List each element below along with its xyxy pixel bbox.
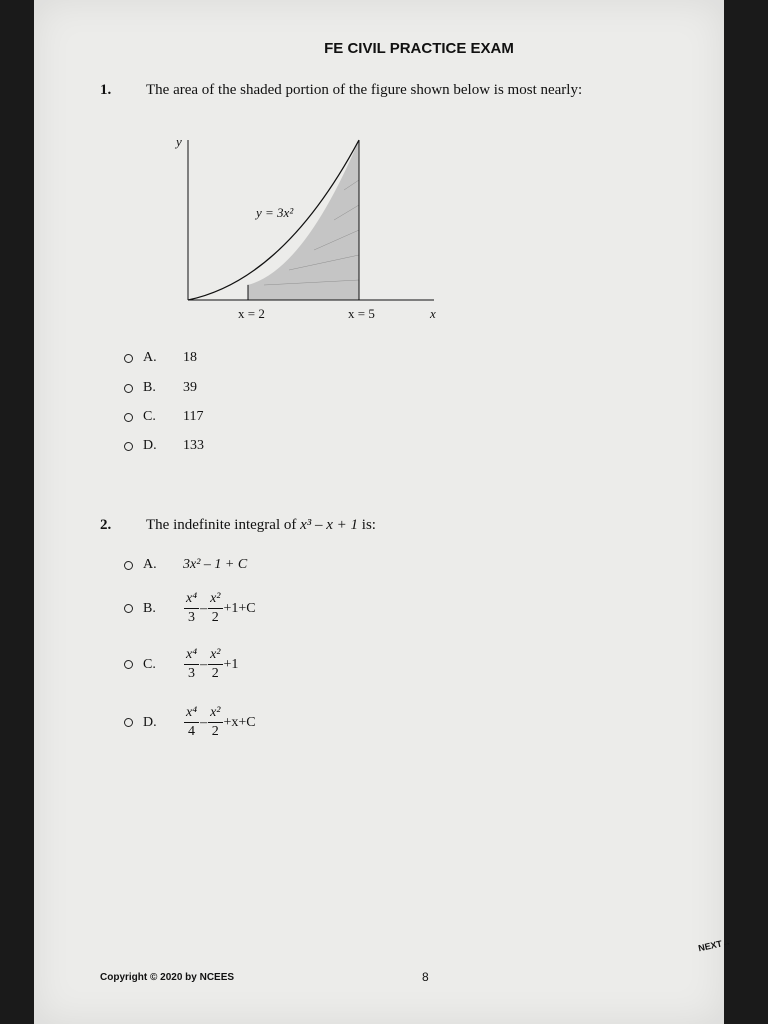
x-axis-label: x bbox=[430, 306, 436, 321]
page-number: 8 bbox=[422, 970, 429, 984]
radio-icon[interactable] bbox=[124, 660, 133, 669]
area-figure bbox=[164, 130, 444, 330]
shaded-region bbox=[248, 140, 359, 300]
radio-icon[interactable] bbox=[124, 604, 133, 613]
radio-icon[interactable] bbox=[124, 413, 133, 422]
q1-option-c[interactable]: C. 117 bbox=[124, 409, 203, 425]
radio-icon[interactable] bbox=[124, 718, 133, 727]
q1-option-b[interactable]: B. 39 bbox=[124, 380, 197, 396]
question-2-text: The indefinite integral of x³ – x + 1 is: bbox=[146, 517, 376, 533]
q2-option-c[interactable]: C. $\frac{\text{x⁴}}{3}$ – $\frac{\text{x²}}{2}$ +1 bbox=[124, 646, 238, 683]
fraction: $\frac{\text{x²}}{2}$ bbox=[210, 705, 221, 739]
page-title: FE CIVIL PRACTICE EXAM bbox=[324, 40, 514, 57]
exam-page bbox=[34, 0, 732, 1024]
question-1-number: 1. bbox=[100, 82, 112, 98]
integrand: x³ – x + 1 bbox=[300, 517, 359, 533]
fraction: $\frac{\text{x⁴}}{3}$ bbox=[186, 647, 198, 681]
radio-icon[interactable] bbox=[124, 354, 133, 363]
fraction: $\frac{\text{x⁴}}{4}$ bbox=[186, 705, 198, 739]
q2-option-b[interactable]: B. $\frac{\text{x⁴}}{3}$ – $\frac{\text{x²}}{2}$ +1+C bbox=[124, 590, 256, 627]
x-upper-label: x = 5 bbox=[348, 306, 375, 321]
question-1-text: The area of the shaded portion of the figure shown below is most nearly: bbox=[146, 82, 583, 98]
radio-icon[interactable] bbox=[124, 384, 133, 393]
fraction: $\frac{\text{x²}}{2}$ bbox=[210, 647, 221, 681]
q1-option-d[interactable]: D. 133 bbox=[124, 438, 204, 454]
q2-option-d[interactable]: D. $\frac{\text{x⁴}}{4}$ – $\frac{\text{x²}}{2}$ +x+C bbox=[124, 704, 256, 741]
q2-option-a[interactable]: A. 3x² – 1 + C bbox=[124, 557, 247, 573]
fraction: $\frac{\text{x²}}{2}$ bbox=[210, 591, 221, 625]
y-axis-label: y bbox=[176, 134, 182, 149]
radio-icon[interactable] bbox=[124, 561, 133, 570]
question-2-number: 2. bbox=[100, 517, 112, 533]
x-lower-label: x = 2 bbox=[238, 306, 265, 321]
q1-option-a[interactable]: A. 18 bbox=[124, 350, 197, 366]
fraction: $\frac{\text{x⁴}}{3}$ bbox=[186, 591, 198, 625]
copyright: Copyright © 2020 by NCEES bbox=[100, 972, 235, 983]
next-label: NEXT→ bbox=[697, 936, 732, 954]
radio-icon[interactable] bbox=[124, 442, 133, 451]
curve-label: y = 3x² bbox=[256, 205, 294, 220]
